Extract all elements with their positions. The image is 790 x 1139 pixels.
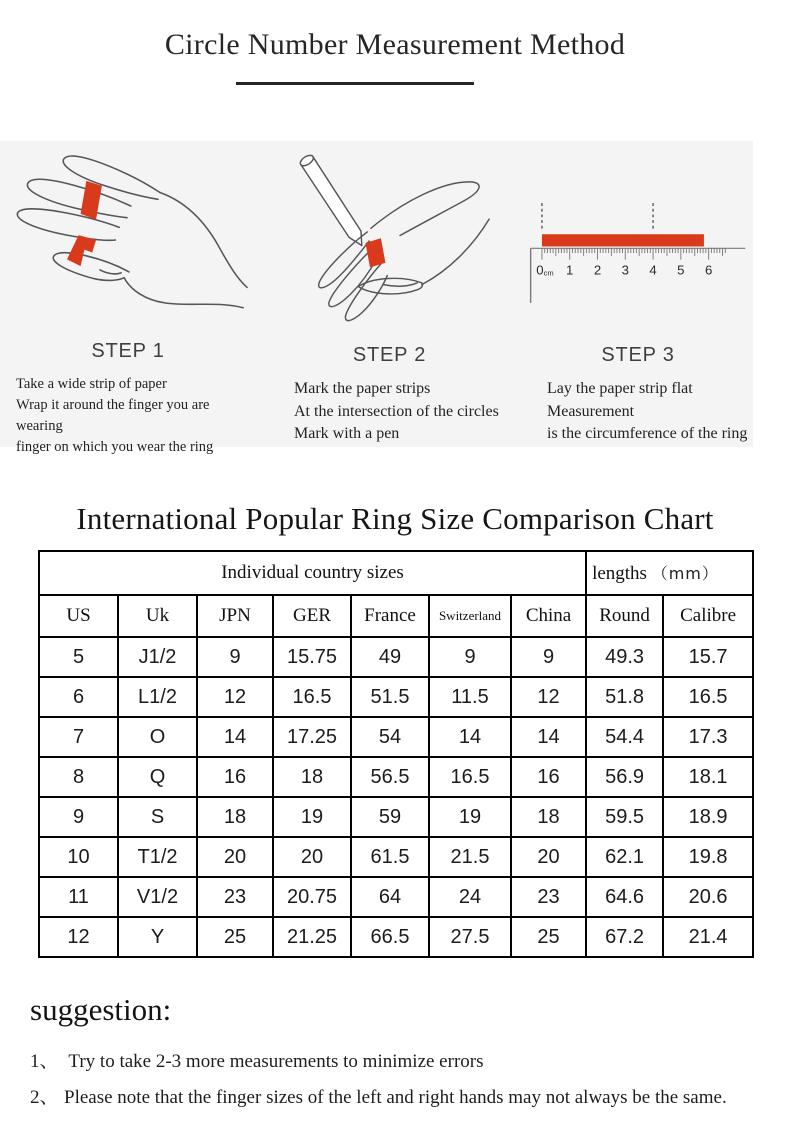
step-3-line: Measurement — [547, 402, 635, 420]
size-cell: 18 — [511, 797, 586, 837]
table-row — [39, 797, 753, 837]
step-3-line: Lay the paper strip flat — [547, 380, 693, 397]
size-cell: Q — [118, 757, 197, 797]
size-chart-title: International Popular Ring Size Comparison Chart — [76, 501, 714, 536]
ruler-zero-label: 0cm — [536, 262, 554, 278]
column-header-uk: Uk — [118, 595, 197, 637]
size-cell: 18.9 — [663, 797, 753, 837]
size-cell: 64.6 — [586, 877, 663, 917]
ruler-tick-label: 4 — [649, 262, 657, 278]
column-header-france: France — [351, 595, 429, 637]
size-cell: O — [118, 717, 197, 757]
table-group-header-row — [39, 551, 753, 595]
ruler-tick-label: 1 — [566, 262, 574, 278]
size-cell: 14 — [511, 717, 586, 757]
size-cell: 8 — [39, 757, 118, 797]
size-cell: 12 — [511, 677, 586, 717]
table-row — [39, 757, 753, 797]
step-1-line: finger on which you wear the ring — [16, 439, 214, 456]
measurement-steps-panel — [0, 141, 753, 456]
size-cell: 7 — [39, 717, 118, 757]
column-header-calibre: Calibre — [663, 595, 753, 637]
size-cell: 56.9 — [586, 757, 663, 797]
size-cell: 19 — [429, 797, 511, 837]
size-cell: 9 — [39, 797, 118, 837]
step-2-line: At the intersection of the circles — [294, 402, 499, 420]
suggestion-section — [30, 992, 790, 1116]
size-cell: 20.75 — [273, 877, 351, 917]
size-cell: 9 — [429, 637, 511, 677]
size-cell: 15.7 — [663, 637, 753, 677]
size-cell: J1/2 — [118, 637, 197, 677]
suggestion-item-number: 2、 — [30, 1087, 59, 1109]
size-cell: 17.25 — [273, 717, 351, 757]
size-cell: 19 — [273, 797, 351, 837]
size-cell: 20 — [511, 837, 586, 877]
step-2-illustration — [256, 141, 523, 341]
size-cell: 20 — [197, 837, 273, 877]
step-3-text — [523, 378, 753, 446]
size-cell: 59.5 — [586, 797, 663, 837]
size-cell: 59 — [351, 797, 429, 837]
size-cell: 25 — [511, 917, 586, 957]
column-header-switzerland: Switzerland — [429, 595, 511, 637]
size-cell: 23 — [511, 877, 586, 917]
size-cell: 27.5 — [429, 917, 511, 957]
column-header-jpn: JPN — [197, 595, 273, 637]
size-cell: 6 — [39, 677, 118, 717]
table-row — [39, 917, 753, 957]
suggestion-item-text: Try to take 2-3 more measurements to minimize errors — [64, 1051, 484, 1072]
size-cell: 19.8 — [663, 837, 753, 877]
ruler-ticks — [542, 248, 725, 259]
size-cell: 21.5 — [429, 837, 511, 877]
size-cell: 67.2 — [586, 917, 663, 957]
step-1-section — [0, 141, 256, 456]
size-cell: 16 — [511, 757, 586, 797]
size-cell: 9 — [511, 637, 586, 677]
size-cell: 11 — [39, 877, 118, 917]
size-cell: 11.5 — [429, 677, 511, 717]
suggestion-item — [30, 1080, 790, 1116]
size-cell: 64 — [351, 877, 429, 917]
size-cell: 61.5 — [351, 837, 429, 877]
size-cell: 16.5 — [273, 677, 351, 717]
table-row — [39, 877, 753, 917]
step-3-line: is the circumference of the ring — [547, 425, 748, 443]
size-cell: 16.5 — [429, 757, 511, 797]
step-3-section — [523, 141, 753, 447]
size-cell: 14 — [197, 717, 273, 757]
step-1-line: Take a wide strip of paper — [16, 376, 167, 392]
size-cell: 21.25 — [273, 917, 351, 957]
size-cell: 20.6 — [663, 877, 753, 917]
column-header-us: US — [39, 595, 118, 637]
column-header-round: Round — [586, 595, 663, 637]
size-cell: 20 — [273, 837, 351, 877]
step-2-line: Mark with a pen — [294, 425, 400, 443]
size-cell: 16 — [197, 757, 273, 797]
step-2-section — [256, 141, 523, 447]
hand-with-paper-strip-icon — [7, 141, 249, 337]
size-cell: Y — [118, 917, 197, 957]
lengths-unit: （mm） — [651, 564, 719, 583]
size-cell: S — [118, 797, 197, 837]
step-3-label: STEP 3 — [601, 344, 675, 366]
title-underline — [236, 82, 474, 85]
group-header-lengths — [586, 551, 753, 595]
size-cell: 15.75 — [273, 637, 351, 677]
step-2-label: STEP 2 — [352, 344, 427, 366]
size-cell: 5 — [39, 637, 118, 677]
table-row — [39, 677, 753, 717]
ruler-tick-label: 5 — [677, 262, 685, 278]
size-table-body — [39, 637, 753, 957]
size-cell: 14 — [429, 717, 511, 757]
size-cell: V1/2 — [118, 877, 197, 917]
suggestion-item-number: 1、 — [30, 1051, 59, 1072]
step-3-illustration — [523, 141, 753, 341]
size-cell: 23 — [197, 877, 273, 917]
size-cell: 66.5 — [351, 917, 429, 957]
size-cell: 62.1 — [586, 837, 663, 877]
size-cell: 16.5 — [663, 677, 753, 717]
hand-marking-with-pen-icon — [265, 141, 515, 341]
size-cell: 54.4 — [586, 717, 663, 757]
size-cell: 49 — [351, 637, 429, 677]
table-row — [39, 837, 753, 877]
size-cell: 18.1 — [663, 757, 753, 797]
size-table-columns-row — [39, 595, 753, 637]
ruler-measurement-icon — [525, 189, 751, 319]
step-2-text — [256, 378, 523, 446]
step-1-label: STEP 1 — [91, 340, 165, 362]
step-2-line: Mark the paper strips — [294, 380, 431, 397]
step-1-illustration — [0, 141, 256, 337]
ruler-tick-label: 3 — [621, 262, 629, 278]
suggestion-list — [30, 1044, 790, 1116]
ruler-tick-label: 2 — [593, 262, 602, 278]
table-row — [39, 717, 753, 757]
lengths-label: lengths — [592, 563, 647, 584]
page-title: Circle Number Measurement Method — [164, 28, 626, 61]
size-cell: 18 — [273, 757, 351, 797]
step-1-text — [0, 374, 256, 458]
size-cell: 51.5 — [351, 677, 429, 717]
suggestion-title: suggestion: — [30, 992, 172, 1027]
size-cell: T1/2 — [118, 837, 197, 877]
size-cell: 12 — [39, 917, 118, 957]
size-cell: 25 — [197, 917, 273, 957]
size-cell: 56.5 — [351, 757, 429, 797]
size-cell: 17.3 — [663, 717, 753, 757]
size-cell: 54 — [351, 717, 429, 757]
step-1-line: Wrap it around the finger you are wearing — [16, 397, 210, 435]
column-header-ger: GER — [273, 595, 351, 637]
size-cell: 51.8 — [586, 677, 663, 717]
group-header-country-sizes: Individual country sizes — [39, 551, 586, 595]
size-cell: 18 — [197, 797, 273, 837]
size-cell: L1/2 — [118, 677, 197, 717]
size-cell: 10 — [39, 837, 118, 877]
ring-size-table — [38, 550, 754, 958]
size-cell: 24 — [429, 877, 511, 917]
page-header — [0, 0, 790, 85]
size-cell: 9 — [197, 637, 273, 677]
size-cell: 12 — [197, 677, 273, 717]
suggestion-item — [30, 1044, 790, 1080]
ruler-tick-label: 6 — [704, 262, 713, 278]
table-row — [39, 637, 753, 677]
suggestion-item-text: Please note that the finger sizes of the left and right hands may not always be the same. — [64, 1087, 727, 1109]
column-header-china: China — [511, 595, 586, 637]
size-cell: 21.4 — [663, 917, 753, 957]
size-cell: 49.3 — [586, 637, 663, 677]
